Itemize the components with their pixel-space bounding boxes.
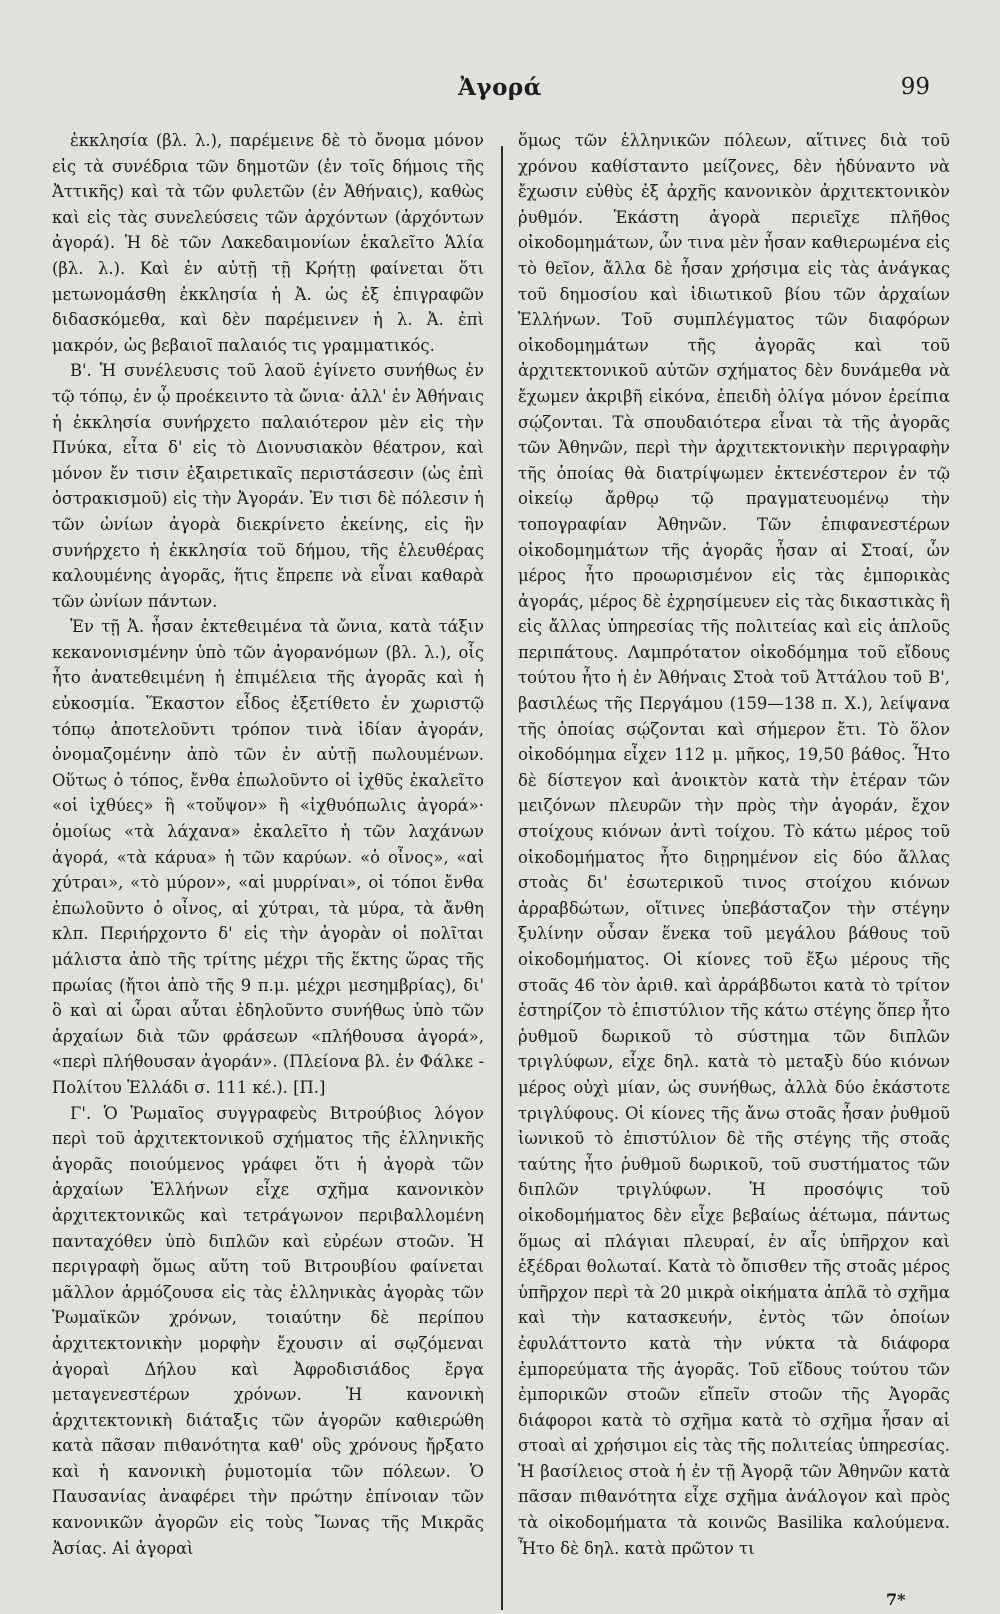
paragraph: Β'. Ἡ συνέλευσις τοῦ λαοῦ ἐγίνετο συνήθως ἐν τῷ τόπῳ, ἐν ᾧ προέκειντο τὰ ὤνια· ἀλλ' ἐν Ἀθήναις ἡ ἐκκλησία συνήρχετο παλαιότερον μὲν εἰς τὴν Πνύκα, εἶτα δ' εἰς τὸ Διονυσιακὸν θέατρον, καὶ μόνον ἔν τισιν ἐξαιρετικαῖς περιστάσεσιν (ὡς ἐπὶ ὀστρακισμοῦ) εἰς τὴν Ἀγοράν. Ἐν τισι δὲ πόλεσιν ἡ τῶν ὠνίων ἀγορὰ διεκρίνετο ἐκείνης, εἰς ἣν συνήρχετο ἡ ἐκκλησία τοῦ δήμου, τῆς ἐλευθέρας καλουμένης ἀγορᾶς, ἥτις ἔπρεπε νὰ εἶναι καθαρὰ τῶν ὠνίων πάντων. bbox=[52, 361, 485, 611]
paragraph: ὅμως τῶν ἑλληνικῶν πόλεων, αἵτινες διὰ τοῦ χρόνου καθίσταντο μείζονες, δὲν ἠδύναντο νὰ ἔχωσιν εὐθὺς ἐξ ἀρχῆς κανονικὸν ἀρχιτεκτονικὸν ῥυθμόν. Ἑκάστη ἀγορὰ περιεῖχε πλῆθος οἰκοδομημάτων, ὧν τινα μὲν ἦσαν καθιερωμένα εἰς τὸ θεῖον, ἄλλα δὲ ἦσαν χρήσιμα εἰς τὰς ἀνάγκας τοῦ δημοσίου καὶ ἰδιωτικοῦ βίου τῶν ἀρχαίων Ἑλλήνων. Τοῦ συμπλέγματος τῶν διαφόρων οἰκοδομημάτων τῆς ἀγορᾶς καὶ τοῦ ἀρχιτεκτονικοῦ αὐτῶν σχήματος δὲν δυνάμεθα νὰ ἔχωμεν ἀκριβῆ εἰκόνα, ἐπειδὴ ὀλίγα μόνον ἐρείπια σῴζονται. Τὰ σπουδαιότερα εἶναι τὰ τῆς ἀγορᾶς τῶν Ἀθηνῶν, περὶ τὴν ἀρχιτεκτονικὴν περιγραφὴν τῆς ὁποίας θὰ διατρίψωμεν ἐκτενέστερον ἐν τῷ οἰκείῳ ἄρθρῳ τῷ πραγματευομένῳ τὴν τοπογραφίαν Ἀθηνῶν. Τῶν ἐπιφανεστέρων οἰκοδομημάτων τῆς ἀγορᾶς ἦσαν αἱ Στοαί, ὧν μέρος ἦτο προωρισμένον εἰς τὰς ἐμπορικὰς ἀγοράς, μέρος δὲ ἐχρησίμευεν εἰς τὰς δικαστικὰς ἢ εἰς ἄλλας ὑπηρεσίας τῆς πολιτείας καὶ εἰς ἁπλοῦς περιπάτους. Λαμπρότατον οἰκοδόμημα τοῦ εἴδους τούτου ἦτο ἡ ἐν Ἀθήναις Στοὰ τοῦ Ἀττάλου τοῦ Β', βασιλέως τῆς Περγάμου (159—138 π. Χ.), λείψανα τῆς ὁποίας σῴζονται καὶ σήμερον ἔτι. Τὸ ὅλον οἰκοδόμημα εἶχεν 112 μ. μῆκος, 19,50 βάθος. Ἦτο δὲ δίστεγον καὶ ἀνοικτὸν κατὰ τὴν ἑτέραν τῶν μειζόνων πλευρῶν τὴν πρὸς τὴν ἀγοράν, ἔχον στοίχους κιόνων ἀντὶ τοίχου. Τὸ κάτω μέρος τοῦ οἰκοδομήματος ἦτο διῃρημένον εἰς δύο ἄλλας στοὰς δι' ἐσωτερικοῦ τινος στοίχου κιόνων ἀρραβδώτων, οἵτινες ὑπεβάσταζον τὴν στέγην ξυλίνην οὖσαν ἕνεκα τοῦ μεγάλου βάθους τοῦ οἰκοδομήματος. Οἱ κίονες τοῦ ἔξω μέρους τῆς στοᾶς 46 τὸν ἀριθ. καὶ ἀρράβδωτοι κατὰ τὸ τρίτον ἐστηρίζον τὸ ἐπιστύλιον τῆς κάτω στέγης ὅπερ ἦτο ῥυθμοῦ δωρικοῦ τὸ σύστημα τῶν διπλῶν τριγλύφων, εἶχε δηλ. κατὰ τὸ μεταξὺ δύο κιόνων μέρος οὐχὶ μίαν, ὡς συνήθως, ἀλλὰ δύο ἑκάστοτε τριγλύφους. Οἱ κίονες τῆς ἄνω στοᾶς ἦσαν ῥυθμοῦ ἰωνικοῦ τὸ ἐπιστύλιον δὲ τῆς στέγης τῆς στοᾶς ταύτης ἦτο ῥυθμοῦ δωρικοῦ, τοῦ συστήματος τῶν διπλῶν τριγλύφων. Ἡ προσόψις τοῦ οἰκοδομήματος δὲν εἶχε βεβαίως ἀέτωμα, πάντως ὅμως αἱ πλάγιαι πλευραί, ἐν αἷς ὑπῆρχον καὶ ἐξέδραι θολωταί. Κατὰ τὸ ὄπισθεν τῆς στοᾶς μέρος ὑπῆρχον περὶ τὰ 20 μικρὰ οἰκήματα ἁπλᾶ τὸ σχῆμα καὶ τὴν κατασκευήν, ἐντὸς τῶν ὁποίων ἐφυλάττοντο κατὰ τὴν νύκτα τὰ διάφορα ἐμπορεύματα τῆς ἀγορᾶς. Τοῦ εἴδους τούτου τῶν ἐμπορικῶν στοῶν εἴπεῖν στοῶν τῆς Ἀγορᾶς διάφοροι κατὰ τὸ σχῆμα κατὰ τὸ σχῆμα ἦσαν αἱ στοαὶ αἱ χρήσιμοι εἰς τὰς τῆς πολιτείας ὑπηρεσίας. Ἡ βασίλειος στοὰ ἡ ἐν τῇ Ἀγορᾷ τῶν Ἀθηνῶν κατὰ πᾶσαν πιθανότητα εἶχε σχῆμα ἀνάλογον καὶ πρὸς τὰ οἰκοδομήματα τὰ κοινῶς Basilika καλούμενα. Ἦτο δὲ δηλ. κατὰ πρῶτον τι bbox=[518, 131, 950, 1558]
page-number: 99 bbox=[900, 74, 930, 100]
left-column bbox=[52, 128, 484, 1561]
paragraph: ἐκκλησία (βλ. λ.), παρέμεινε δὲ τὸ ὄνομα μόνον εἰς τὰ συνέδρια τῶν δημοτῶν (ἐν τοῖς δήμοις τῆς Ἀττικῆς) καὶ τὰ τῶν φυλετῶν (ἐν Ἀθήναις), καθὼς καὶ εἰς τὰς συνελεύσεις τῶν ἀρχόντων (ἀρχόντων ἀγορά). Ἡ δὲ τῶν Λακεδαιμονίων ἐκαλεῖτο Ἁλία (βλ. λ.). Καὶ ἐν αὐτῇ τῇ Κρήτῃ φαίνεται ὅτι μετωνομάσθη ἐκκλησία ἡ Ἀ. ὡς ἐξ ἐπιγραφῶν διδασκόμεθα, καὶ δὲν παρέμεινεν ἡ λ. Ἀ. ἐπὶ μακρόν, ὡς βεβαιοῖ παλαιός τις γραμματικός. bbox=[52, 131, 484, 355]
paragraph: Γ'. Ὁ Ῥωμαῖος συγγραφεὺς Βιτρούβιος λόγον περὶ τοῦ ἀρχιτεκτονικοῦ σχήματος τῆς ἑλληνικῆς ἀγορᾶς ποιούμενος γράφει ὅτι ἡ ἀγορὰ τῶν ἀρχαίων Ἑλλήνων εἶχε σχῆμα κανονικὸν ἀρχιτεκτονικῶς καὶ τετράγωνον περιβαλλομένη πανταχόθεν ὑπὸ διπλῶν καὶ εὐρέων στοῶν. Ἡ περιγραφὴ ὅμως αὕτη τοῦ Βιτρουβίου φαίνεται μᾶλλον ἁρμόζουσα εἰς τὰς ἑλληνικὰς ἀγορὰς τῶν Ῥωμαϊκῶν χρόνων, τοιαύτην δὲ περίπου ἀρχιτεκτονικὴν μορφὴν ἔχουσιν αἱ σῳζόμεναι ἀγοραὶ Δήλου καὶ Ἀφροδισιάδος ἔργα μεταγενεστέρων χρόνων. Ἡ κανονικὴ ἀρχιτεκτονικὴ διάταξις τῶν ἀγορῶν καθιερώθη κατὰ πᾶσαν πιθανότητα καθ' οὓς χρόνους ἤρξατο καὶ ἡ κανονικὴ ῥυμοτομία τῶν πόλεων. Ὁ Παυσανίας ἀναφέρει τὴν πρώτην ἐπίνοιαν τῶν κανονικῶν ἀγορῶν εἰς τοὺς Ἴωνας τῆς Μικρᾶς Ἀσίας. Αἱ ἀγοραὶ bbox=[52, 1103, 484, 1558]
right-column bbox=[518, 128, 950, 1561]
page-header bbox=[0, 74, 1000, 108]
running-title: Ἀγορά bbox=[458, 74, 542, 101]
paragraph: Ἐν τῇ Ἀ. ἦσαν ἐκτεθειμένα τὰ ὤνια, κατὰ τάξιν κεκανονισμένην ὑπὸ τῶν ἀγορανόμων (βλ. λ.), οἷς ἦτο ἀνατεθειμένη ἡ ἐπιμέλεια τῆς ἀγορᾶς καὶ ἡ εὐκοσμία. Ἕκαστον εἶδος ἐξετίθετο ἐν χωριστῷ τόπῳ ἀποτελοῦντι τρόπον τινὰ ἰδίαν ἀγοράν, ὀνομαζομένην ἀπὸ τῶν ἐν αὐτῇ πωλουμένων. Οὕτως ὁ τόπος, ἔνθα ἐπωλοῦντο οἱ ἰχθῦς ἐκαλεῖτο «οἱ ἰχθύες» ἢ «τοὔψον» ἢ «ἰχθυόπωλις ἀγορά»· ὁμοίως «τὰ λάχανα» ἐκαλεῖτο ἡ τῶν λαχάνων ἀγορά, «τὰ κάρυα» ἡ τῶν καρύων. «ὁ οἶνος», «αἱ χύτραι», «τὸ μύρον», «αἱ μυρρίναι», οἱ τόποι ἔνθα ἐπωλοῦντο ὁ οἶνος, αἱ χύτραι, τὰ μύρα, τὰ ἄνθη κλπ. Περιήρχοντο δ' εἰς τὴν ἀγορὰν οἱ πολῖται μάλιστα ἀπὸ τῆς τρίτης μέχρι τῆς ἕκτης ὥρας τῆς πρωίας (ἤτοι ἀπὸ τῆς 9 π.μ. μέχρι μεσημβρίας), δι' ὃ καὶ αἱ ὧραι αὗται ἐδηλοῦντο συνήθως ὑπὸ τῶν ἀρχαίων διὰ τῶν φράσεων «πλήθουσα ἀγορά», «περὶ πλήθουσαν ἀγοράν». (Πλείονα βλ. ἐν Φάλκε - Πολίτου Ἑλλάδι σ. 111 κέ.). [Π.] bbox=[52, 617, 484, 1097]
column-divider bbox=[501, 146, 503, 1610]
printer-signature: 7* bbox=[886, 1590, 906, 1609]
